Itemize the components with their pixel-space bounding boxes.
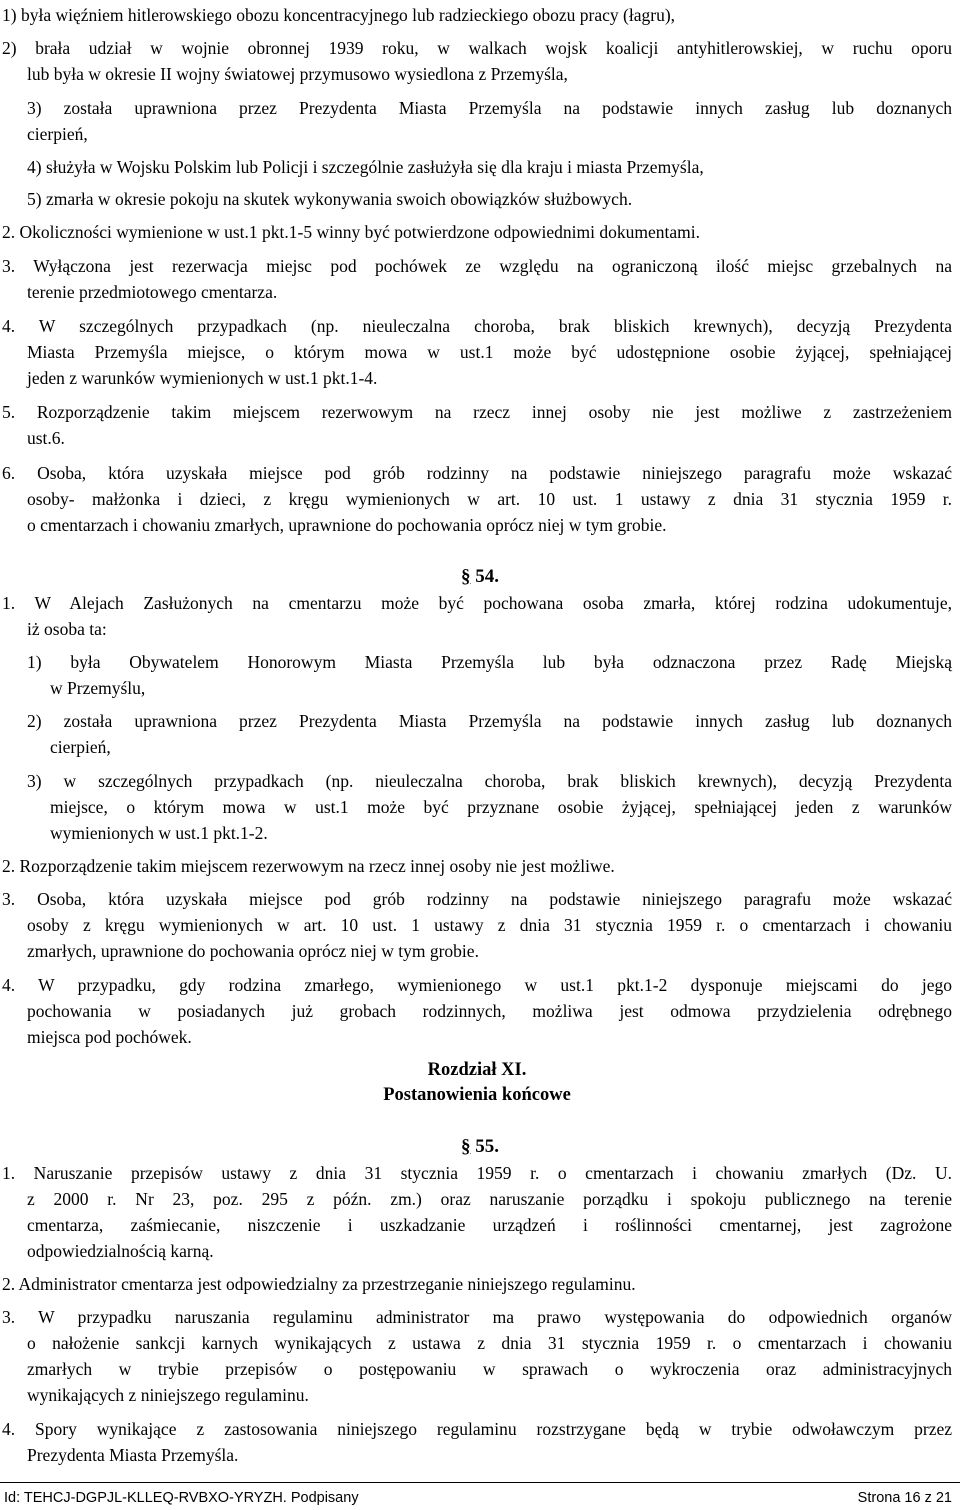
paragraph-continuation: zmarłych w trybie przepisów o postępowaniu w sprawach o wykroczenia oraz administracyjnych bbox=[27, 1359, 952, 1379]
list-item: 3) w szczególnych przypadkach (np. nieuleczalna choroba, brak bliskich krewnych), decyzją Prezydenta bbox=[27, 771, 952, 791]
paragraph-continuation: ust.6. bbox=[27, 428, 65, 448]
paragraph: 6. Osoba, która uzyskała miejsce pod grób rodzinny na podstawie niniejszego paragrafu może wskazać bbox=[2, 463, 952, 483]
paragraph-continuation: osoby- małżonka i dzieci, z kręgu wymienionych w art. 10 ust. 1 ustawy z dnia 31 stycznia 1959 r. bbox=[27, 489, 952, 509]
paragraph-continuation: o cmentarzach i chowaniu zmarłych, uprawnione do pochowania oprócz niej w tym grobie. bbox=[27, 515, 667, 535]
section-number: 54. bbox=[475, 566, 499, 587]
chapter-title: Rozdział XI. bbox=[427, 1060, 527, 1080]
paragraph-continuation: terenie przedmiotowego cmentarza. bbox=[27, 282, 278, 302]
paragraph-continuation: cmentarza, zaśmiecanie, niszczenie i uszkadzanie urządzeń i roślinności cmentarnej, jest zagrożone bbox=[27, 1215, 952, 1235]
list-item: 3) została uprawniona przez Prezydenta Miasta Przemyśla na podstawie innych zasług lub doznanych bbox=[27, 98, 952, 118]
list-item-continuation: w Przemyślu, bbox=[50, 678, 146, 698]
paragraph-continuation: osoby z kręgu wymienionych w art. 10 ust. 1 ustawy z dnia 31 stycznia 1959 r. o cmentarzach i chowaniu bbox=[27, 915, 952, 935]
list-item-continuation: cierpień, bbox=[50, 737, 111, 757]
section-heading-54 bbox=[0, 565, 960, 589]
paragraph-continuation: jeden z warunków wymienionych w ust.1 pkt.1-4. bbox=[27, 368, 378, 388]
list-item-continuation: cierpień, bbox=[27, 124, 88, 144]
paragraph: 2. Administrator cmentarza jest odpowiedzialny za przestrzeganie niniejszego regulaminu. bbox=[2, 1274, 636, 1294]
paragraph-continuation: z 2000 r. Nr 23, poz. 295 z późn. zm.) oraz naruszanie porządku i spokoju publicznego na terenie bbox=[27, 1189, 952, 1209]
paragraph-continuation: odpowiedzialnością karną. bbox=[27, 1241, 214, 1261]
section-symbol: § bbox=[461, 1136, 471, 1157]
paragraph-continuation: iż osoba ta: bbox=[27, 619, 107, 639]
list-item: 1) była więźniem hitlerowskiego obozu koncentracyjnego lub radzieckiego obozu pracy (łagru), bbox=[2, 5, 676, 25]
section-heading-55 bbox=[0, 1135, 960, 1159]
list-item: 4) służyła w Wojsku Polskim lub Policji i szczególnie zasłużyła się dla kraju i miasta Przemyśla, bbox=[27, 157, 704, 177]
paragraph: 2. Rozporządzenie takim miejscem rezerwowym na rzecz innej osoby nie jest możliwe. bbox=[2, 856, 615, 876]
paragraph-continuation: Prezydenta Miasta Przemyśla. bbox=[27, 1445, 239, 1465]
paragraph: 2. Okoliczności wymienione w ust.1 pkt.1-5 winny być potwierdzone odpowiednimi dokumentami. bbox=[2, 222, 700, 242]
list-item-continuation: miejsce, o którym mowa w ust.1 może być przyznane osobie żyjącej, spełniającej jeden z warunków bbox=[50, 797, 952, 817]
section-number: 55. bbox=[475, 1136, 499, 1157]
list-item: 1) była Obywatelem Honorowym Miasta Przemyśla lub była odznaczona przez Radę Miejską bbox=[27, 652, 952, 672]
paragraph: 1. Naruszanie przepisów ustawy z dnia 31 stycznia 1959 r. o cmentarzach i chowaniu zmarłych (Dz. U. bbox=[2, 1163, 952, 1183]
section-symbol: § bbox=[461, 566, 471, 587]
paragraph: 3. W przypadku naruszania regulaminu administrator ma prawo występowania do odpowiednich organów bbox=[2, 1307, 952, 1327]
list-item: 5) zmarła w okresie pokoju na skutek wykonywania swoich obowiązków służbowych. bbox=[27, 189, 633, 209]
page-number: Strona 16 z 21 bbox=[857, 1490, 952, 1506]
paragraph: 1. W Alejach Zasłużonych na cmentarzu może być pochowana osoba zmarła, której rodzina udokumentuje, bbox=[2, 593, 952, 613]
list-item: 2) brała udział w wojnie obronnej 1939 roku, w walkach wojsk koalicji antyhitlerowskiej, w ruchu oporu bbox=[2, 38, 952, 58]
paragraph: 4. Spory wynikające z zastosowania niniejszego regulaminu rozstrzygane będą w trybie odwoławczym przez bbox=[2, 1419, 952, 1439]
paragraph-continuation: miejsca pod pochówek. bbox=[27, 1027, 192, 1047]
paragraph: 5. Rozporządzenie takim miejscem rezerwowym na rzecz innej osoby nie jest możliwe z zastrzeżeniem bbox=[2, 402, 952, 422]
paragraph: 3. Osoba, która uzyskała miejsce pod grób rodzinny na podstawie niniejszego paragrafu może wskazać bbox=[2, 889, 952, 909]
chapter-subtitle: Postanowienia końcowe bbox=[383, 1085, 571, 1105]
list-item-continuation: wymienionych w ust.1 pkt.1-2. bbox=[50, 823, 268, 843]
list-item-continuation: lub była w okresie II wojny światowej przymusowo wysiedlona z Przemyśla, bbox=[27, 64, 568, 84]
paragraph: 3. Wyłączona jest rezerwacja miejsc pod pochówek ze względu na ograniczoną ilość miejsc grzebalnych na bbox=[2, 256, 952, 276]
paragraph: 4. W przypadku, gdy rodzina zmarłego, wymienionego w ust.1 pkt.1-2 dysponuje miejscami do jego bbox=[2, 975, 952, 995]
paragraph-continuation: o nałożenie sankcji karnych wynikających z ustawa z dnia 31 stycznia 1959 r. o cmentarzach i chowaniu bbox=[27, 1333, 952, 1353]
list-item: 2) została uprawniona przez Prezydenta Miasta Przemyśla na podstawie innych zasług lub doznanych bbox=[27, 711, 952, 731]
paragraph-continuation: zmarłych, uprawnione do pochowania oprócz niej w tym grobie. bbox=[27, 941, 479, 961]
document-id: Id: TEHCJ-DGPJL-KLLEQ-RVBXO-YRYZH. Podpisany bbox=[4, 1490, 359, 1506]
footer-divider bbox=[0, 1482, 960, 1483]
paragraph: 4. W szczególnych przypadkach (np. nieuleczalna choroba, brak bliskich krewnych), decyzją Prezydenta bbox=[2, 316, 952, 336]
paragraph-continuation: pochowania w posiadanych już grobach rodzinnych, możliwa jest odmowa przydzielenia odrębnego bbox=[27, 1001, 952, 1021]
paragraph-continuation: wynikających z niniejszego regulaminu. bbox=[27, 1385, 309, 1405]
paragraph-continuation: Miasta Przemyśla miejsce, o którym mowa w ust.1 może być udostępnione osobie żyjącej, spełniającej bbox=[27, 342, 952, 362]
